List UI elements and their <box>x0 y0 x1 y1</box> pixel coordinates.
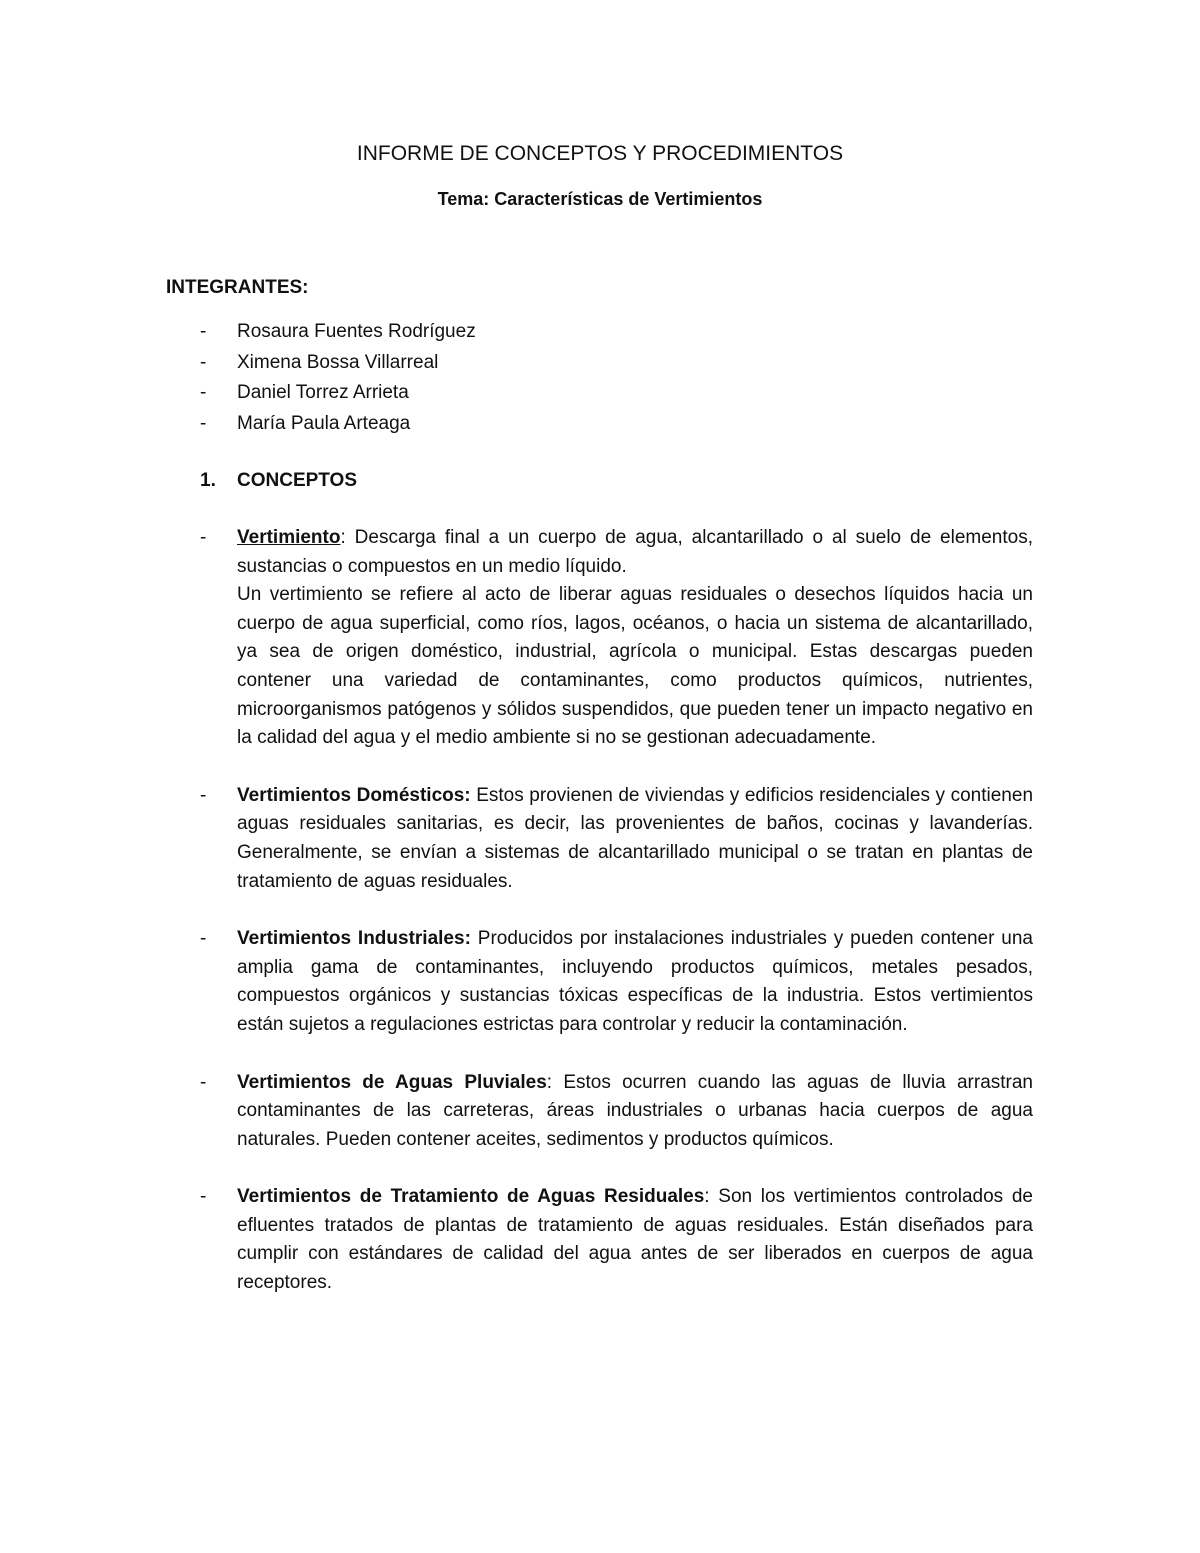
document-title: INFORME DE CONCEPTOS Y PROCEDIMIENTOS <box>356 142 844 165</box>
concept-term: Vertimientos de Tratamiento de Aguas Residuales <box>237 1186 705 1208</box>
concept-definition: Estos provienen de viviendas y edificios residenciales y contienen aguas residuales sanitarias, es decir, las provenientes de baños, cocinas y lavanderías. Generalmente, se envían a sistemas de alcantarillado municipal o se tratan en plantas de tratamiento de aguas residuales. <box>237 784 1034 892</box>
bullet-dash: - <box>200 527 207 548</box>
bullet-dash: - <box>200 351 207 373</box>
concept-item <box>200 925 1033 1039</box>
concept-definition: Estos ocurren cuando las aguas de lluvia arrastran contaminantes de las carreteras, áreas industriales o urbanas hacia cuerpos de agua naturales. Pueden contener aceites, sedimentos y productos químicos. <box>237 1071 1033 1150</box>
concept-separator: : <box>546 1071 564 1093</box>
concept-item <box>200 782 1033 896</box>
members-list <box>200 317 476 439</box>
concept-definition: Son los vertimientos controlados de efluentes tratados de plantas de tratamiento de aguas residuales. Están diseñados para cumplir con estándares de calidad del agua antes de ser liberados en cuerpos de agua receptores. <box>237 1186 1034 1294</box>
members-heading: INTEGRANTES: <box>166 277 309 298</box>
list-item <box>200 409 476 440</box>
member-name: Ximena Bossa Villarreal <box>237 351 439 373</box>
bullet-dash: - <box>200 784 207 806</box>
concept-item <box>200 1069 1033 1155</box>
concept-extra-paragraph: Un vertimiento se refiere al acto de liberar aguas residuales o desechos líquidos hacia un cuerpo de agua superficial, como ríos, lagos, océanos, o hacia un sistema de alcantarillado, ya sea de origen doméstico, industrial, agrícola o municipal. Estas descargas pueden contener una variedad de contaminantes, como productos químicos, nutrientes, microorganismos patógenos y sólidos suspendidos, que pueden tener un impacto negativo en la calidad del agua y el medio ambiente si no se gestionan adecuadamente. <box>237 584 1033 749</box>
concept-term: Vertimientos de Aguas Pluviales <box>237 1071 547 1093</box>
bullet-dash: - <box>200 382 207 403</box>
concept-definition: Producidos por instalaciones industriales y pueden contener una amplia gama de contaminantes, incluyendo productos químicos, metales pesados, compuestos orgánicos y sustancias tóxicas específicas de la industria. Estos vertimientos están sujetos a regulaciones estrictas para controlar y reducir la contaminación. <box>237 928 1033 1035</box>
concept-term: Vertimientos Domésticos: <box>237 784 471 806</box>
concept-separator: : <box>340 527 355 548</box>
concept-item <box>200 1183 1033 1297</box>
concept-term: Vertimiento <box>237 527 341 548</box>
member-name: María Paula Arteaga <box>237 412 411 434</box>
section-heading <box>200 468 357 494</box>
concept-separator: : <box>704 1186 719 1208</box>
bullet-dash: - <box>200 928 207 950</box>
member-name: Rosaura Fuentes Rodríguez <box>237 321 476 342</box>
section-title: CONCEPTOS <box>237 470 358 491</box>
list-item <box>200 317 476 348</box>
concept-separator <box>471 928 478 949</box>
concepts-list <box>200 524 1033 1327</box>
bullet-dash: - <box>200 321 207 342</box>
concept-term: Vertimientos Industriales: <box>237 928 471 950</box>
document-subtitle: Tema: Características de Vertimientos <box>437 189 763 209</box>
bullet-dash: - <box>200 1186 207 1208</box>
concept-definition: Descarga final a un cuerpo de agua, alcantarillado o al suelo de elementos, sustancias o compuestos en un medio líquido. <box>237 527 1033 577</box>
list-item <box>200 348 476 379</box>
member-name: Daniel Torrez Arrieta <box>237 382 409 403</box>
bullet-dash: - <box>200 1071 207 1093</box>
list-item <box>200 378 476 409</box>
bullet-dash: - <box>200 412 207 434</box>
concept-item <box>200 524 1033 753</box>
section-number: 1. <box>200 470 216 491</box>
